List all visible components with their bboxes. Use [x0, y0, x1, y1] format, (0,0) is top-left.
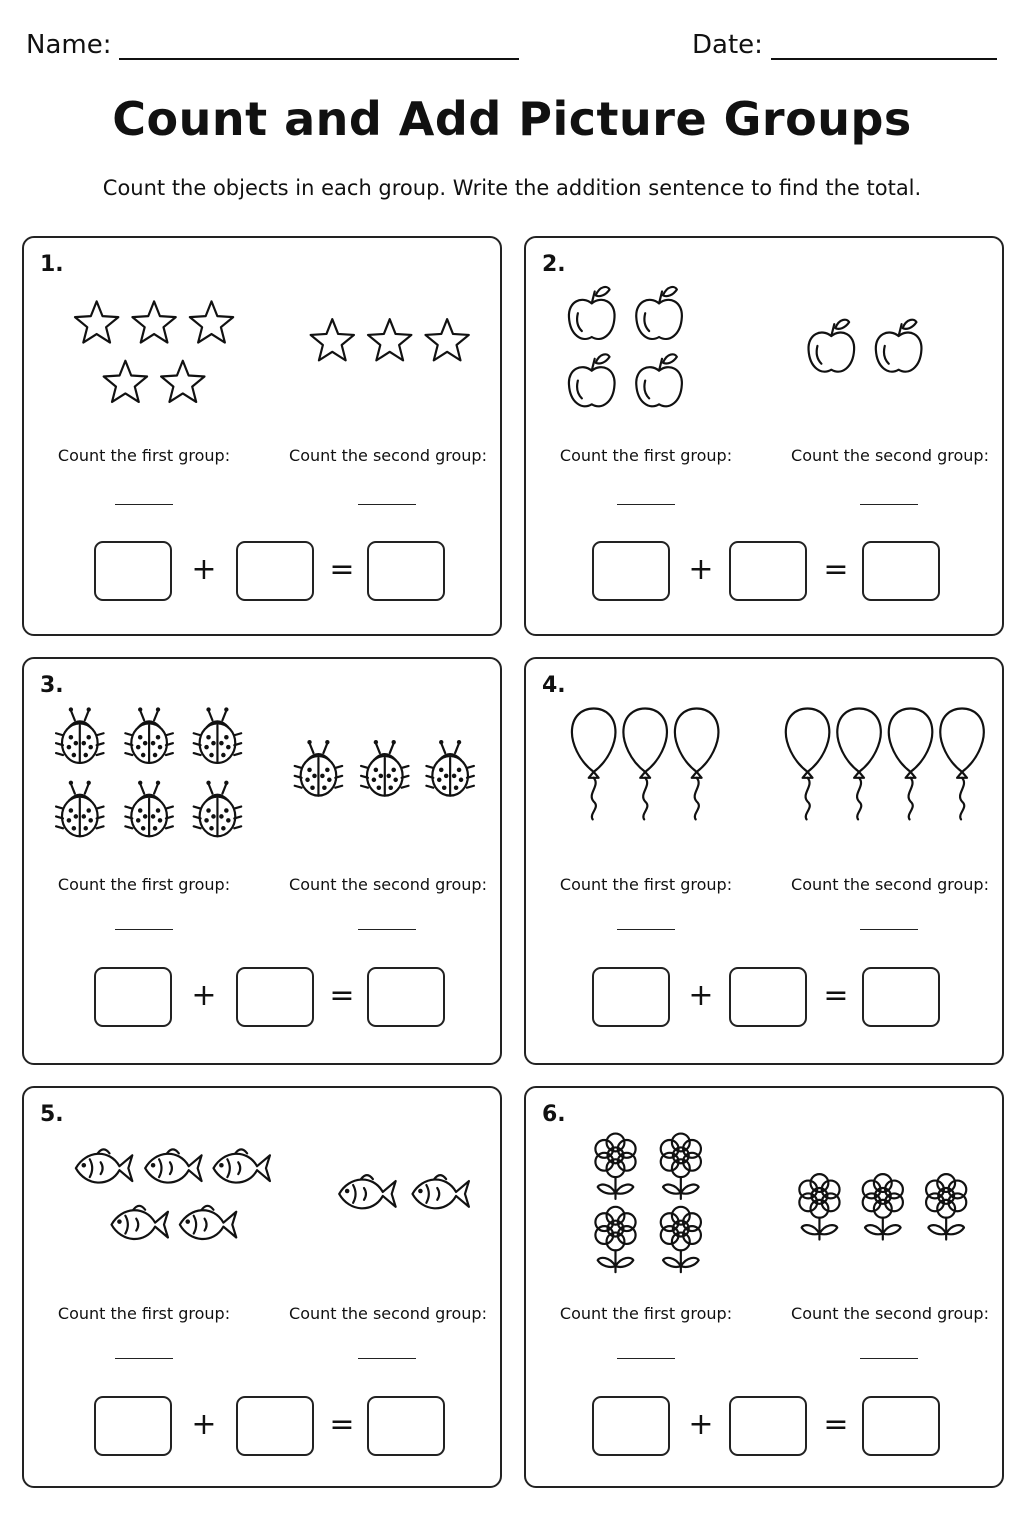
total-box[interactable]: [367, 1396, 445, 1456]
addend-2-box[interactable]: [236, 1396, 314, 1456]
flower-icon: [661, 1134, 701, 1199]
balloon-icon: [940, 709, 984, 820]
name-blank-line[interactable]: [119, 28, 519, 60]
addend-2-box[interactable]: [729, 541, 807, 601]
problem-number: 1.: [40, 252, 64, 277]
addend-1-box[interactable]: [592, 967, 670, 1027]
flower-icon: [799, 1174, 839, 1239]
fish-icon: [180, 1206, 236, 1239]
first-count-blank[interactable]: [617, 504, 675, 505]
total-box[interactable]: [367, 541, 445, 601]
problem-card-6: [524, 1086, 1004, 1488]
second-group-label: Count the second group:: [791, 875, 989, 894]
addend-1-box[interactable]: [592, 1396, 670, 1456]
second-count-blank[interactable]: [358, 929, 416, 930]
ladybug-icon: [361, 740, 409, 796]
total-box[interactable]: [862, 541, 940, 601]
date-blank-line[interactable]: [771, 28, 997, 60]
first-group-label: Count the first group:: [57, 446, 231, 465]
total-box[interactable]: [862, 967, 940, 1027]
second-count-blank[interactable]: [358, 504, 416, 505]
first-count-blank[interactable]: [617, 1358, 675, 1359]
page-title: Count and Add Picture Groups: [112, 92, 912, 146]
problem-number: 6.: [542, 1102, 566, 1127]
flower-icon: [926, 1174, 966, 1239]
first-group-label: Count the first group:: [559, 875, 733, 894]
name-field[interactable]: [26, 28, 519, 60]
equals-sign: =: [329, 552, 355, 587]
star-icon: [132, 301, 175, 342]
balloon-icon: [623, 709, 667, 820]
first-count-blank[interactable]: [617, 929, 675, 930]
problem-card-4: [524, 657, 1004, 1065]
second-group-label: Count the second group:: [791, 446, 989, 465]
problem-card-1: [22, 236, 502, 636]
first-count-blank[interactable]: [115, 1358, 173, 1359]
star-icon: [104, 361, 147, 402]
equals-sign: =: [823, 978, 849, 1013]
apple-icon: [569, 287, 615, 339]
first-count-blank[interactable]: [115, 504, 173, 505]
addend-1-box[interactable]: [94, 1396, 172, 1456]
ladybug-icon: [125, 707, 173, 763]
addend-2-box[interactable]: [236, 967, 314, 1027]
ladybug-icon: [56, 707, 104, 763]
second-group-label: Count the second group:: [289, 446, 487, 465]
second-count-blank[interactable]: [860, 929, 918, 930]
second-group-label: Count the second group:: [289, 1304, 487, 1323]
star-icon: [161, 361, 204, 402]
second-group-label: Count the second group:: [289, 875, 487, 894]
balloon-icon: [786, 709, 830, 820]
ladybug-icon: [194, 781, 242, 837]
second-count-blank[interactable]: [358, 1358, 416, 1359]
apple-icon: [808, 320, 854, 372]
total-box[interactable]: [862, 1396, 940, 1456]
flower-icon: [595, 1134, 635, 1199]
instructions: Count the objects in each group. Write the addition sentence to find the total.: [102, 176, 922, 200]
fish-icon: [213, 1149, 269, 1182]
fish-icon: [339, 1175, 395, 1208]
equals-sign: =: [329, 1407, 355, 1442]
date-label: Date:: [692, 30, 763, 60]
name-label: Name:: [26, 30, 112, 60]
fish-icon: [412, 1175, 468, 1208]
fish-icon: [145, 1149, 201, 1182]
star-icon: [368, 319, 411, 360]
flower-icon: [595, 1207, 635, 1272]
problem-number: 3.: [40, 673, 64, 698]
ladybug-icon: [56, 781, 104, 837]
fish-icon: [76, 1149, 132, 1182]
plus-sign: +: [191, 1407, 217, 1442]
problem-number: 5.: [40, 1102, 64, 1127]
ladybug-icon: [194, 707, 242, 763]
fish-icon: [112, 1206, 168, 1239]
problem-card-5: [22, 1086, 502, 1488]
total-box[interactable]: [367, 967, 445, 1027]
ladybug-icon: [125, 781, 173, 837]
date-field[interactable]: [692, 28, 997, 60]
addend-2-box[interactable]: [729, 967, 807, 1027]
plus-sign: +: [191, 552, 217, 587]
star-icon: [190, 301, 233, 342]
addend-1-box[interactable]: [94, 541, 172, 601]
second-count-blank[interactable]: [860, 504, 918, 505]
first-count-blank[interactable]: [115, 929, 173, 930]
plus-sign: +: [191, 978, 217, 1013]
addend-2-box[interactable]: [729, 1396, 807, 1456]
first-group-label: Count the first group:: [57, 875, 231, 894]
apple-icon: [636, 354, 682, 406]
problem-card-2: [524, 236, 1004, 636]
equals-sign: =: [823, 1407, 849, 1442]
star-icon: [425, 319, 468, 360]
equals-sign: =: [823, 552, 849, 587]
apple-icon: [876, 320, 922, 372]
first-group-label: Count the first group:: [57, 1304, 231, 1323]
second-group-label: Count the second group:: [791, 1304, 989, 1323]
ladybug-icon: [295, 740, 343, 796]
problem-number: 2.: [542, 252, 566, 277]
balloon-icon: [572, 709, 616, 820]
balloon-icon: [889, 709, 933, 820]
problem-card-3: [22, 657, 502, 1065]
second-count-blank[interactable]: [860, 1358, 918, 1359]
balloon-icon: [837, 709, 881, 820]
addend-1-box[interactable]: [592, 541, 670, 601]
apple-icon: [636, 287, 682, 339]
addend-1-box[interactable]: [94, 967, 172, 1027]
ladybug-icon: [426, 740, 474, 796]
equals-sign: =: [329, 978, 355, 1013]
flower-icon: [863, 1174, 903, 1239]
addend-2-box[interactable]: [236, 541, 314, 601]
flower-icon: [661, 1207, 701, 1272]
plus-sign: +: [688, 552, 714, 587]
star-icon: [311, 319, 354, 360]
apple-icon: [569, 354, 615, 406]
plus-sign: +: [688, 1407, 714, 1442]
plus-sign: +: [688, 978, 714, 1013]
star-icon: [75, 301, 118, 342]
problem-number: 4.: [542, 673, 566, 698]
first-group-label: Count the first group:: [559, 1304, 733, 1323]
first-group-label: Count the first group:: [559, 446, 733, 465]
balloon-icon: [675, 709, 719, 820]
